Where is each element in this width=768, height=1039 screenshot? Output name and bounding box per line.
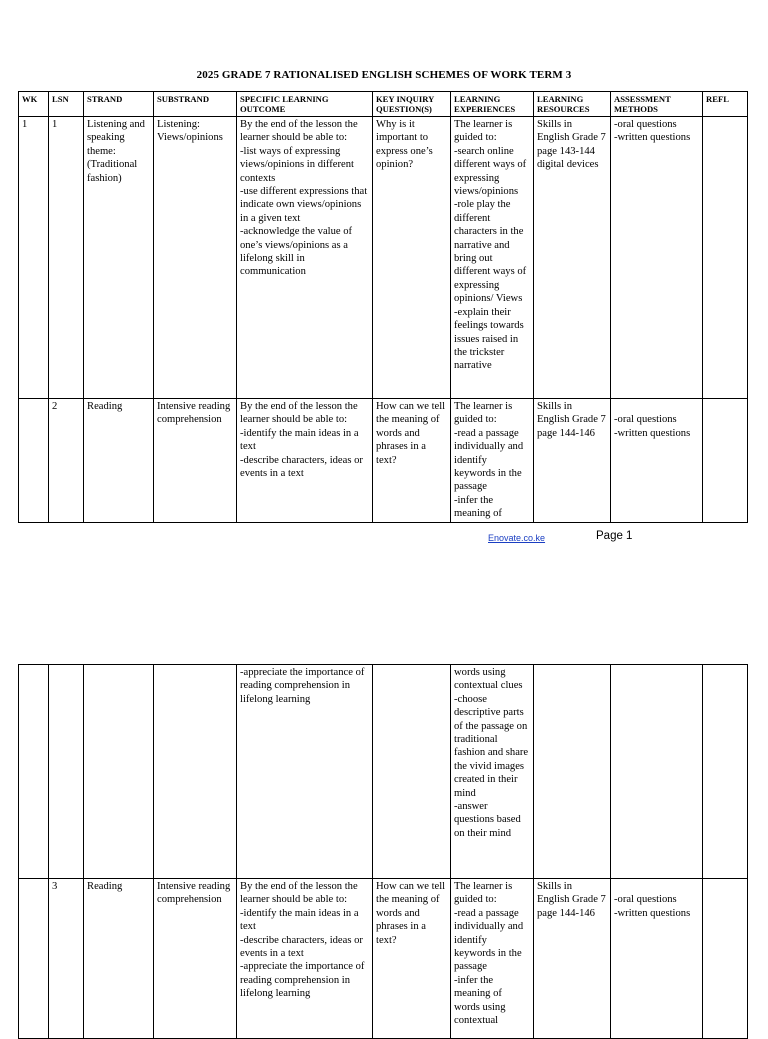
cell-outcome: By the end of the lesson the learner should be able to: -list ways of expressing views/opinions in different contexts -use different expressions that indicate own views/opinions in a given text -acknowledge the value of one’s views/opinions as a lifelong skill in communication bbox=[237, 117, 373, 399]
cell-inquiry bbox=[373, 665, 451, 879]
cell-substrand: Intensive reading comprehension bbox=[154, 399, 237, 523]
cell-inquiry: How can we tell the meaning of words and phrases in a text? bbox=[373, 879, 451, 1039]
cell-resources: Skills in English Grade 7 page 144-146 bbox=[534, 879, 611, 1039]
cell-wk bbox=[19, 399, 49, 523]
cell-substrand bbox=[154, 665, 237, 879]
table-row bbox=[19, 879, 748, 1039]
cell-wk bbox=[19, 665, 49, 879]
cell-substrand: Intensive reading comprehension bbox=[154, 879, 237, 1039]
cell-outcome: By the end of the lesson the learner should be able to: -identify the main ideas in a text -describe characters, ideas or events in a text -appreciate the importance of reading comprehension in lifelong learning bbox=[237, 879, 373, 1039]
header-row bbox=[19, 92, 748, 117]
schemes-table-page1 bbox=[18, 91, 748, 523]
header-strand: STRAND bbox=[84, 92, 154, 117]
cell-strand: Listening and speaking theme: (Traditional fashion) bbox=[84, 117, 154, 399]
cell-strand bbox=[84, 665, 154, 879]
cell-strand: Reading bbox=[84, 879, 154, 1039]
cell-experiences: words using contextual clues -choose descriptive parts of the passage on traditional fashion and share the vivid images created in their mind -answer questions based on their mind bbox=[451, 665, 534, 879]
header-wk: WK bbox=[19, 92, 49, 117]
document-title: 2025 GRADE 7 RATIONALISED ENGLISH SCHEMES OF WORK TERM 3 bbox=[196, 69, 572, 81]
cell-experiences: The learner is guided to: -read a passage individually and identify keywords in the passage -infer the meaning of bbox=[451, 399, 534, 523]
header-assessment: ASSESSMENT METHODS bbox=[611, 92, 703, 117]
cell-inquiry: How can we tell the meaning of words and phrases in a text? bbox=[373, 399, 451, 523]
cell-lsn bbox=[49, 665, 84, 879]
cell-substrand: Listening: Views/opinions bbox=[154, 117, 237, 399]
cell-refl bbox=[703, 665, 748, 879]
table-row bbox=[19, 399, 748, 523]
cell-lsn: 1 bbox=[49, 117, 84, 399]
header-lsn: LSN bbox=[49, 92, 84, 117]
header-resources: LEARNING RESOURCES bbox=[534, 92, 611, 117]
header-substrand: SUBSTRAND bbox=[154, 92, 237, 117]
table-row bbox=[19, 665, 748, 879]
cell-experiences: The learner is guided to: -search online different ways of expressing views/opinions -role play the different characters in the narrative and bring out different ways of expressing opinions/ Views -explain their feelings towards issues raised in the trickster narrative bbox=[451, 117, 534, 399]
table-row bbox=[19, 117, 748, 399]
cell-strand: Reading bbox=[84, 399, 154, 523]
cell-experiences: The learner is guided to: -read a passage individually and identify keywords in the passage -infer the meaning of words using contextual bbox=[451, 879, 534, 1039]
schemes-table-page2 bbox=[18, 664, 748, 1039]
cell-resources: Skills in English Grade 7 page 144-146 bbox=[534, 399, 611, 523]
cell-wk: 1 bbox=[19, 117, 49, 399]
cell-assessment: -oral questions -written questions bbox=[611, 399, 703, 523]
cell-wk bbox=[19, 879, 49, 1039]
cell-inquiry: Why is it important to express one’s opinion? bbox=[373, 117, 451, 399]
header-refl: REFL bbox=[703, 92, 748, 117]
cell-resources bbox=[534, 665, 611, 879]
cell-lsn: 2 bbox=[49, 399, 84, 523]
cell-resources: Skills in English Grade 7 page 143-144 digital devices bbox=[534, 117, 611, 399]
header-outcome: SPECIFIC LEARNING OUTCOME bbox=[237, 92, 373, 117]
footer-website-link[interactable]: Enovate.co.ke bbox=[488, 533, 546, 543]
cell-refl bbox=[703, 117, 748, 399]
cell-assessment: -oral questions -written questions bbox=[611, 117, 703, 399]
header-experiences: LEARNING EXPERIENCES bbox=[451, 92, 534, 117]
page-number: Page 1 bbox=[596, 530, 633, 542]
cell-lsn: 3 bbox=[49, 879, 84, 1039]
header-inquiry: KEY INQUIRY QUESTION(S) bbox=[373, 92, 451, 117]
cell-outcome: -appreciate the importance of reading comprehension in lifelong learning bbox=[237, 665, 373, 879]
cell-refl bbox=[703, 879, 748, 1039]
cell-assessment bbox=[611, 665, 703, 879]
cell-outcome: By the end of the lesson the learner should be able to: -identify the main ideas in a text -describe characters, ideas or events in a text bbox=[237, 399, 373, 523]
cell-assessment: -oral questions -written questions bbox=[611, 879, 703, 1039]
cell-refl bbox=[703, 399, 748, 523]
